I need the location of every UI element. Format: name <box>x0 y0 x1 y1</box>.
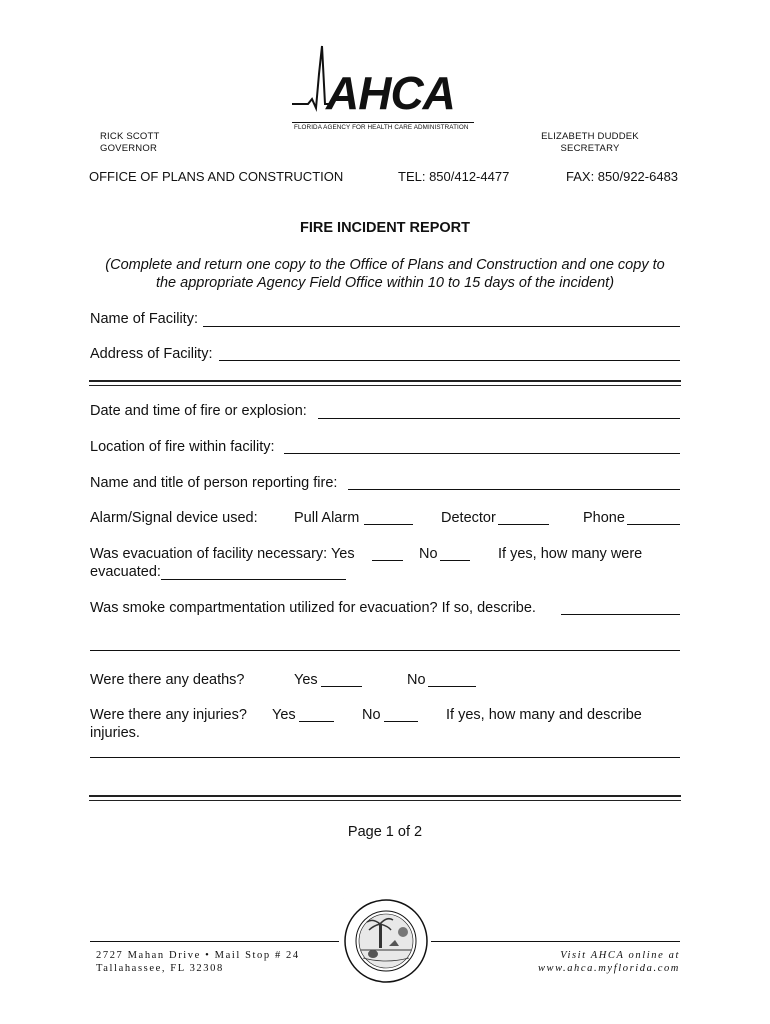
phone-field[interactable] <box>627 524 680 525</box>
visit-link[interactable]: www.ahca.myflorida.com <box>537 963 680 974</box>
reporter-label: Name and title of person reporting fire: <box>90 475 338 491</box>
evacuation-no-field[interactable] <box>440 560 470 561</box>
date-time-label: Date and time of fire or explosion: <box>90 403 307 419</box>
smoke-description-field[interactable] <box>90 650 680 651</box>
logo-underline <box>292 122 474 123</box>
facility-address-field[interactable] <box>219 360 680 361</box>
seal-text <box>343 898 344 899</box>
evacuation-count-label: If yes, how many were <box>498 546 643 562</box>
deaths-yes-field[interactable] <box>321 686 362 687</box>
facility-address-label: Address of Facility: <box>90 346 213 362</box>
instructions-line-1: (Complete and return one copy to the Office of Plans and Construction and one copy to <box>105 257 665 273</box>
deaths-no-label: No <box>407 672 426 688</box>
form-title: FIRE INCIDENT REPORT <box>300 220 470 236</box>
instructions-line-2: the appropriate Agency Field Office within 10 to 15 days of the incident) <box>155 275 615 291</box>
evacuated-label: evacuated: <box>90 564 161 580</box>
visit-line-1: Visit AHCA online at <box>560 950 680 961</box>
secretary-name: ELIZABETH DUDDEK <box>541 131 639 142</box>
injuries-describe-label: If yes, how many and describe <box>446 707 642 723</box>
smoke-compartment-field[interactable] <box>561 614 680 615</box>
evacuated-count-field[interactable] <box>161 579 346 580</box>
logo-wordmark: AHCA <box>326 67 455 119</box>
facility-name-field[interactable] <box>203 326 680 327</box>
detector-field[interactable] <box>498 524 549 525</box>
facility-name-label: Name of Facility: <box>90 311 198 327</box>
location-field[interactable] <box>284 453 680 454</box>
injuries-label: Were there any injuries? <box>90 707 247 723</box>
office-tel: TEL: 850/412-4477 <box>398 169 510 184</box>
evacuation-yes-field[interactable] <box>372 560 403 561</box>
section-divider-1 <box>89 380 681 386</box>
pull-alarm-field[interactable] <box>364 524 413 525</box>
reporter-field[interactable] <box>348 489 680 490</box>
agency-name: FLORIDA AGENCY FOR HEALTH CARE ADMINISTRATION <box>294 124 469 131</box>
address-line-1: 2727 Mahan Drive • Mail Stop # 24 <box>96 950 300 961</box>
evacuation-label: Was evacuation of facility necessary: Yes <box>90 546 355 562</box>
secretary-title: SECRETARY <box>560 143 620 154</box>
deaths-yes-label: Yes <box>294 672 318 688</box>
detector-label: Detector <box>441 510 496 526</box>
office-fax: FAX: 850/922-6483 <box>566 169 679 184</box>
pull-alarm-label: Pull Alarm <box>294 510 360 526</box>
footer-rule-right <box>431 941 680 942</box>
deaths-no-field[interactable] <box>428 686 476 687</box>
ahca-logo <box>290 44 480 136</box>
injuries-no-field[interactable] <box>384 721 418 722</box>
injuries-cont-label: injuries. <box>90 725 140 741</box>
alarm-label: Alarm/Signal device used: <box>90 510 258 526</box>
state-seal-icon <box>343 898 429 984</box>
florida-seal <box>343 898 429 984</box>
smoke-compartment-label: Was smoke compartmentation utilized for evacuation? If so, describe. <box>90 600 536 616</box>
injuries-yes-field[interactable] <box>299 721 334 722</box>
governor-name: RICK SCOTT <box>100 131 160 142</box>
deaths-label: Were there any deaths? <box>90 672 245 688</box>
injuries-description-field[interactable] <box>90 757 680 758</box>
governor-title: GOVERNOR <box>100 143 158 154</box>
injuries-yes-label: Yes <box>272 707 296 723</box>
footer-rule-left <box>90 941 339 942</box>
address-line-2: Tallahassee, FL 32308 <box>96 963 224 974</box>
date-time-field[interactable] <box>318 418 680 419</box>
phone-label: Phone <box>583 510 625 526</box>
page-number: Page 1 of 2 <box>347 824 423 840</box>
injuries-no-label: No <box>362 707 381 723</box>
location-label: Location of fire within facility: <box>90 439 275 455</box>
section-divider-2 <box>89 795 681 801</box>
office-name: OFFICE OF PLANS AND CONSTRUCTION <box>89 169 344 184</box>
evacuation-no-label: No <box>419 546 438 562</box>
